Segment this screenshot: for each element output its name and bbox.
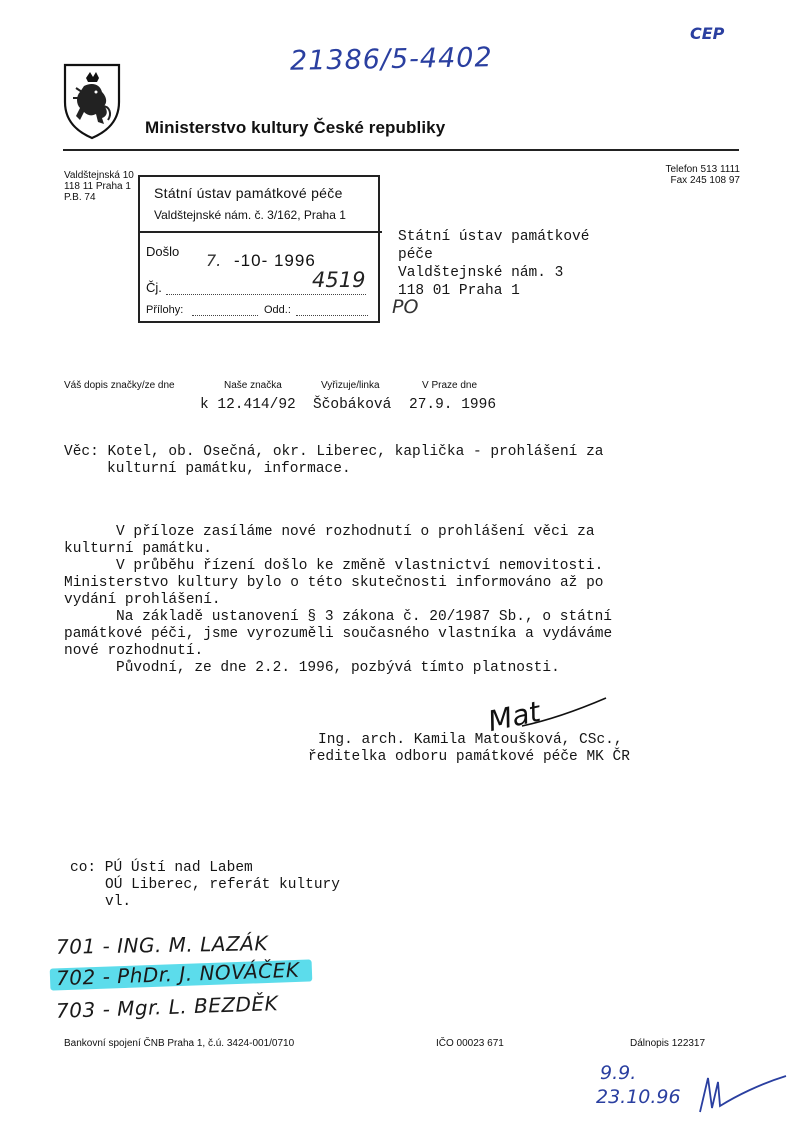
body-line: Původní, ze dne 2.2. 1996, pozbývá tímto platnosti.: [116, 660, 560, 676]
signature-name: Ing. arch. Kamila Matoušková, CSc.,: [318, 732, 623, 748]
body-line: V průběhu řízení došlo ke změně vlastnictví nemovitosti.: [116, 558, 604, 574]
signature-flourish: [520, 696, 610, 736]
ref-label-handled-by: Vyřizuje/linka: [321, 380, 380, 391]
subject-line: kulturní památku, informace.: [107, 461, 351, 477]
recipient-line: Státní ústav památkové: [398, 229, 590, 245]
stamp-prilohy-dots: [192, 315, 258, 316]
sender-address: [64, 170, 134, 203]
signature-mark: Mat: [485, 694, 544, 739]
recipient-line: Valdštejnské nám. 3: [398, 265, 564, 281]
handwritten-corner-mark: CEP: [690, 24, 725, 43]
stamp-odd-label: Odd.:: [264, 304, 291, 316]
stamp-received-day: 7.: [206, 251, 222, 270]
stamp-cj-dots: [166, 294, 366, 295]
subject: [64, 444, 604, 478]
cc-line: vl.: [105, 894, 132, 910]
header-rule: [63, 149, 739, 151]
recipient-address: [398, 228, 589, 300]
stamp-received-date: -10- 1996: [234, 251, 316, 270]
ref-label-our-ref: Naše značka: [224, 380, 282, 391]
ministry-name: Ministerstvo kultury České republiky: [145, 118, 446, 137]
body-line: kulturní památku.: [64, 541, 212, 557]
contact-info: [665, 164, 740, 186]
ref-label-date: V Praze dne: [422, 380, 478, 391]
cc-line: OÚ Liberec, referát kultury: [105, 877, 340, 893]
stamp-header: [140, 177, 382, 233]
cc-list: [70, 860, 340, 911]
body-line: vydání prohlášení.: [64, 592, 221, 608]
handwritten-initials-mark: [696, 1068, 788, 1116]
received-stamp: [138, 175, 380, 323]
ref-handled-by: Ščobáková: [313, 397, 392, 413]
address-line: 118 11 Praha 1: [64, 181, 131, 192]
footer-bank: Bankovní spojení ČNB Praha 1, č.ú. 3424-001/0710: [64, 1038, 295, 1049]
body-line: nové rozhodnutí.: [64, 643, 204, 659]
handwritten-line-1: 701 - ING. M. LAZÁK: [55, 931, 269, 959]
letter-body: [64, 524, 612, 677]
ref-date: 27.9. 1996: [409, 397, 497, 413]
recipient-line: péče: [398, 247, 433, 263]
stamp-org: Státní ústav památkové péče: [154, 185, 343, 201]
handwritten-po-mark: PO: [392, 296, 419, 318]
stamp-doslo-label: Došlo: [146, 244, 180, 259]
address-line: P.B. 74: [64, 192, 96, 203]
address-line: Valdštejnská 10: [64, 170, 134, 181]
handwritten-line-3: 703 - Mgr. L. BEZDĚK: [55, 991, 279, 1023]
cc-line: co: PÚ Ústí nad Labem: [70, 860, 253, 876]
phone: Telefon 513 1111: [665, 164, 740, 175]
stamp-address: Valdštejnské nám. č. 3/162, Praha 1: [154, 208, 346, 222]
stamp-number: 4519: [312, 268, 366, 292]
handwritten-reference-number: 21386/5-4402: [289, 42, 493, 77]
ref-label-your-letter: Váš dopis značky/ze dne: [64, 380, 175, 391]
fax: Fax 245 108 97: [670, 175, 740, 186]
handwritten-date-note-1: 9.9.: [600, 1062, 637, 1084]
ref-our-ref: k 12.414/92: [200, 397, 296, 413]
stamp-odd-dots: [296, 315, 368, 316]
stamp-prilohy-label: Přílohy:: [146, 304, 184, 316]
body-line: Ministerstvo kultury bylo o této skutečnosti informováno až po: [64, 575, 604, 591]
stamp-cj-label: Čj.: [146, 280, 162, 295]
footer-dalnopis: Dálnopis 122317: [630, 1038, 706, 1049]
body-line: Na základě ustanovení § 3 zákona č. 20/1987 Sb., o státní: [116, 609, 612, 625]
recipient-line: 118 01 Praha 1: [398, 283, 520, 299]
handwritten-date-note-2: 23.10.96: [596, 1086, 681, 1108]
subject-line: Věc: Kotel, ob. Osečná, okr. Liberec, kaplička - prohlášení za: [64, 444, 604, 460]
signature-title: ředitelka odboru památkové péče MK ČR: [308, 749, 630, 765]
handwritten-line-2: 702 - PhDr. J. NOVÁČEK: [55, 957, 300, 991]
body-line: památkové péči, jsme vyrozuměli současného vlastníka a vydáváme: [64, 626, 613, 642]
footer-ico: IČO 00023 671: [436, 1038, 504, 1049]
signature-block: [308, 732, 630, 766]
coat-of-arms-icon: [62, 62, 122, 140]
body-line: V příloze zasíláme nové rozhodnutí o prohlášení věci za: [116, 524, 595, 540]
